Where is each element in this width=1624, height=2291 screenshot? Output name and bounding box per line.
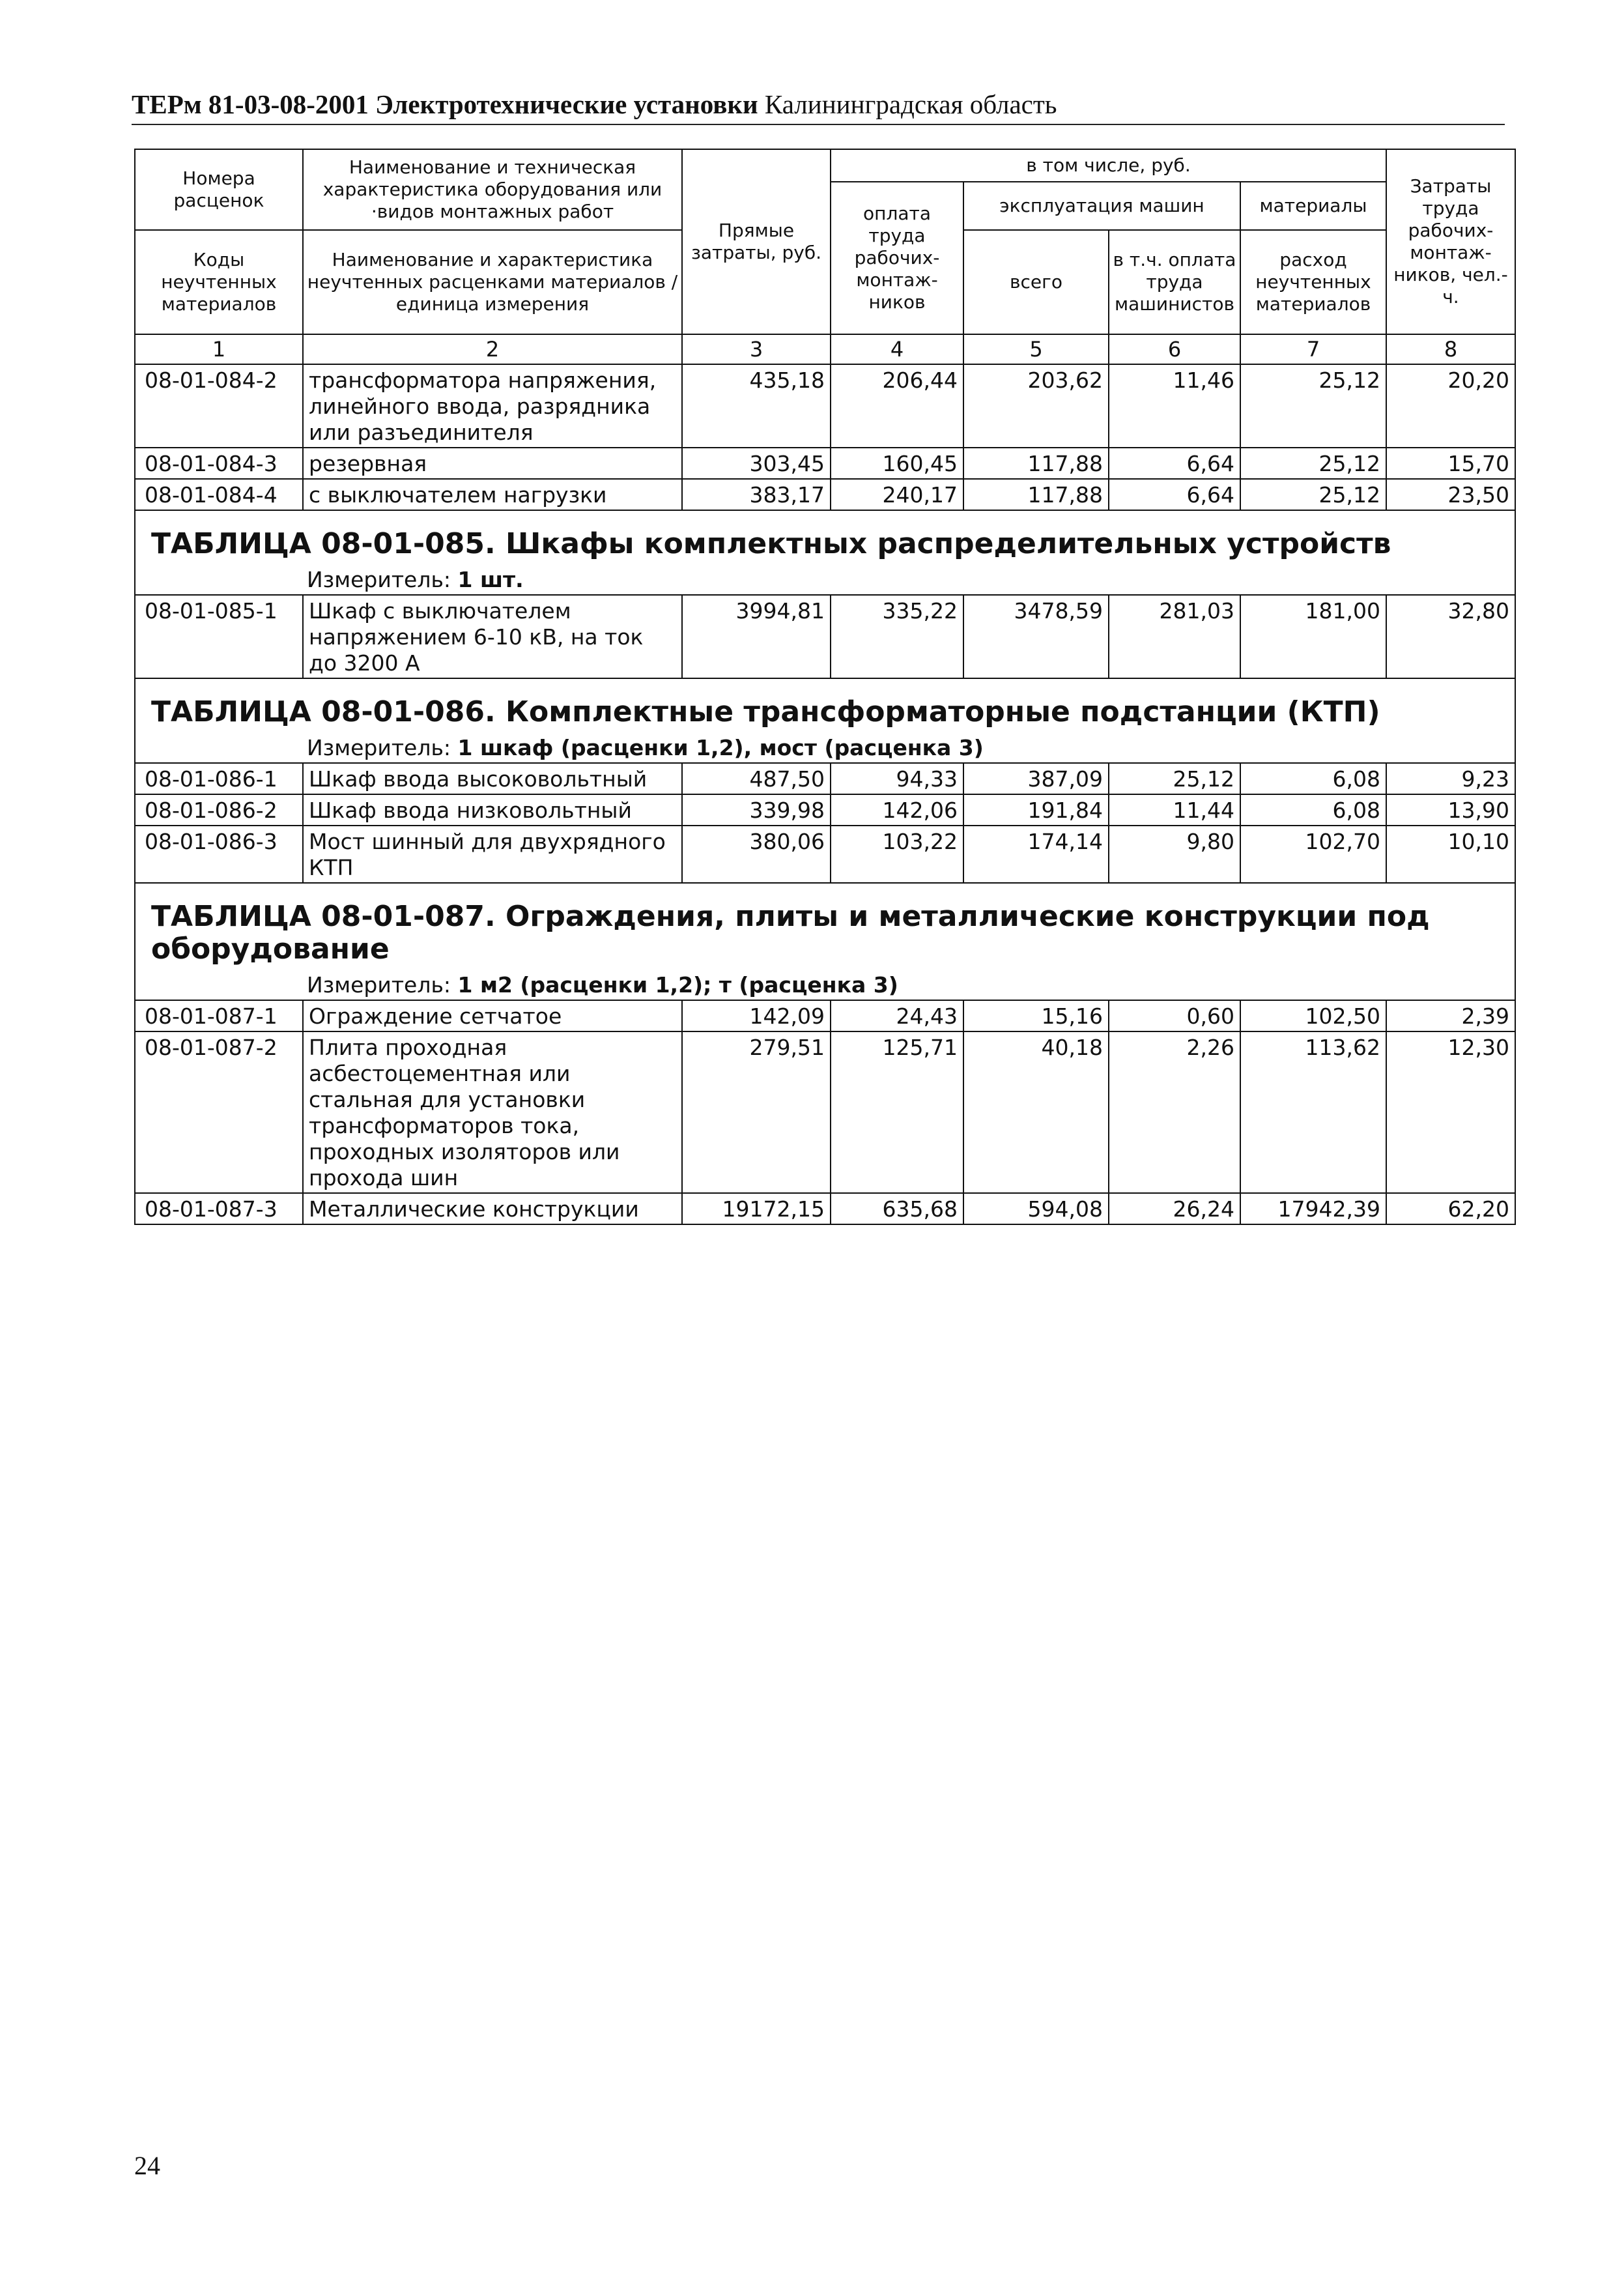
machine-cost: 594,08 (963, 1193, 1109, 1224)
measure-row (135, 560, 1515, 595)
materials-cost: 17942,39 (1240, 1193, 1386, 1224)
direct-cost: 3994,81 (682, 595, 831, 678)
machinist-labor-cost: 281,03 (1109, 595, 1240, 678)
materials-cost: 102,50 (1240, 1000, 1386, 1031)
machinist-labor-cost: 26,24 (1109, 1193, 1240, 1224)
rate-code: 08-01-086-2 (135, 794, 303, 826)
col-code-top: Номера расценок (135, 149, 303, 230)
work-name: Металлические конструкции (303, 1193, 682, 1224)
table-row (135, 826, 1515, 883)
labor-hours: 23,50 (1386, 479, 1515, 510)
measure-unit (135, 728, 1515, 763)
measure-label: Измеритель: (307, 972, 451, 998)
labor-cost: 160,45 (831, 448, 963, 479)
col-number: 5 (963, 334, 1109, 364)
col-materials-sub: расход неучтенных материалов (1240, 230, 1386, 334)
measure-row (135, 966, 1515, 1000)
col-labor: оплата труда рабочих-монтаж-ников (831, 182, 963, 334)
direct-cost: 339,98 (682, 794, 831, 826)
table-row (135, 364, 1515, 448)
page-number: 24 (134, 2151, 160, 2180)
section-title: ТАБЛИЦА 08-01-087. Ограждения, плиты и металлические конструкции под оборудование (135, 883, 1515, 966)
col-number: 6 (1109, 334, 1240, 364)
materials-cost: 181,00 (1240, 595, 1386, 678)
labor-hours: 2,39 (1386, 1000, 1515, 1031)
col-number: 3 (682, 334, 831, 364)
labor-hours: 13,90 (1386, 794, 1515, 826)
work-name: резервная (303, 448, 682, 479)
materials-cost: 6,08 (1240, 763, 1386, 794)
direct-cost: 380,06 (682, 826, 831, 883)
machine-cost: 117,88 (963, 479, 1109, 510)
machinist-labor-cost: 25,12 (1109, 763, 1240, 794)
work-name: Плита проходная асбестоцементная или стальная для установки трансформаторов тока, проходных изоляторов или прохода шин (303, 1031, 682, 1193)
labor-hours: 20,20 (1386, 364, 1515, 448)
col-number: 7 (1240, 334, 1386, 364)
labor-hours: 9,23 (1386, 763, 1515, 794)
machinist-labor-cost: 6,64 (1109, 479, 1240, 510)
measure-value: 1 шт. (457, 567, 524, 592)
table-row (135, 479, 1515, 510)
rate-code: 08-01-087-3 (135, 1193, 303, 1224)
rate-code: 08-01-086-3 (135, 826, 303, 883)
machine-cost: 15,16 (963, 1000, 1109, 1031)
direct-cost: 19172,15 (682, 1193, 831, 1224)
table-row (135, 448, 1515, 479)
document-code-title: ТЕРм 81-03-08-2001 Электротехнические установки (132, 89, 758, 119)
rate-code: 08-01-087-1 (135, 1000, 303, 1031)
table-row (135, 1193, 1515, 1224)
labor-cost: 142,06 (831, 794, 963, 826)
rate-code: 08-01-084-2 (135, 364, 303, 448)
labor-cost: 24,43 (831, 1000, 963, 1031)
materials-cost: 25,12 (1240, 479, 1386, 510)
col-hours: Затраты труда рабочих-монтаж-ников, чел.-ч. (1386, 149, 1515, 334)
machinist-labor-cost: 9,80 (1109, 826, 1240, 883)
machine-cost: 3478,59 (963, 595, 1109, 678)
col-incl: в том числе, руб. (831, 149, 1386, 182)
machinist-labor-cost: 11,46 (1109, 364, 1240, 448)
labor-hours: 15,70 (1386, 448, 1515, 479)
materials-cost: 25,12 (1240, 448, 1386, 479)
col-number: 8 (1386, 334, 1515, 364)
col-number: 4 (831, 334, 963, 364)
labor-cost: 206,44 (831, 364, 963, 448)
col-name-bottom: Наименование и характеристика неучтенных расценками материалов / единица измерения (303, 230, 682, 334)
machine-cost: 117,88 (963, 448, 1109, 479)
col-name-top: Наименование и техническая характеристика оборудования или ·видов монтажных работ (303, 149, 682, 230)
section-title-row (135, 678, 1515, 728)
col-code-bottom: Коды неучтенных материалов (135, 230, 303, 334)
direct-cost: 435,18 (682, 364, 831, 448)
machine-cost: 387,09 (963, 763, 1109, 794)
materials-cost: 113,62 (1240, 1031, 1386, 1193)
labor-hours: 12,30 (1386, 1031, 1515, 1193)
work-name: с выключателем нагрузки (303, 479, 682, 510)
labor-cost: 635,68 (831, 1193, 963, 1224)
section-title: ТАБЛИЦА 08-01-086. Комплектные трансформаторные подстанции (КТП) (135, 678, 1515, 728)
work-name: трансформатора напряжения, линейного ввода, разрядника или разъединителя (303, 364, 682, 448)
table-row (135, 763, 1515, 794)
table-row (135, 1000, 1515, 1031)
machinist-labor-cost: 11,44 (1109, 794, 1240, 826)
work-name: Ограждение сетчатое (303, 1000, 682, 1031)
col-machines-labor: в т.ч. оплата труда машинистов (1109, 230, 1240, 334)
machinist-labor-cost: 6,64 (1109, 448, 1240, 479)
materials-cost: 6,08 (1240, 794, 1386, 826)
labor-cost: 125,71 (831, 1031, 963, 1193)
materials-cost: 25,12 (1240, 364, 1386, 448)
measure-value: 1 шкаф (расценки 1,2), мост (расценка 3) (457, 735, 984, 760)
section-title-row (135, 883, 1515, 966)
labor-cost: 240,17 (831, 479, 963, 510)
measure-label: Измеритель: (307, 735, 451, 760)
region-name: Калининградская область (764, 89, 1057, 119)
rate-code: 08-01-086-1 (135, 763, 303, 794)
measure-unit (135, 560, 1515, 595)
measure-label: Измеритель: (307, 567, 451, 592)
table-row (135, 595, 1515, 678)
machine-cost: 40,18 (963, 1031, 1109, 1193)
machine-cost: 174,14 (963, 826, 1109, 883)
measure-value: 1 м2 (расценки 1,2); т (расценка 3) (457, 972, 898, 998)
page-header (132, 86, 1505, 125)
col-number: 1 (135, 334, 303, 364)
work-name: Шкаф ввода высоковольтный (303, 763, 682, 794)
col-machines-total: всего (963, 230, 1109, 334)
direct-cost: 383,17 (682, 479, 831, 510)
col-machines: эксплуатация машин (963, 182, 1240, 230)
col-number: 2 (303, 334, 682, 364)
table-row (135, 794, 1515, 826)
machinist-labor-cost: 0,60 (1109, 1000, 1240, 1031)
col-materials: материалы (1240, 182, 1386, 230)
measure-row (135, 728, 1515, 763)
section-title-row (135, 510, 1515, 560)
labor-hours: 10,10 (1386, 826, 1515, 883)
measure-unit (135, 966, 1515, 1000)
rate-code: 08-01-084-3 (135, 448, 303, 479)
direct-cost: 487,50 (682, 763, 831, 794)
section-title: ТАБЛИЦА 08-01-085. Шкафы комплектных распределительных устройств (135, 510, 1515, 560)
col-direct: Прямые затраты, руб. (682, 149, 831, 334)
materials-cost: 102,70 (1240, 826, 1386, 883)
rate-code: 08-01-087-2 (135, 1031, 303, 1193)
rates-table (134, 149, 1516, 1225)
column-numbers-row (135, 334, 1515, 364)
labor-cost: 103,22 (831, 826, 963, 883)
labor-hours: 62,20 (1386, 1193, 1515, 1224)
work-name: Мост шинный для двухрядного КТП (303, 826, 682, 883)
machine-cost: 203,62 (963, 364, 1109, 448)
labor-hours: 32,80 (1386, 595, 1515, 678)
machine-cost: 191,84 (963, 794, 1109, 826)
direct-cost: 279,51 (682, 1031, 831, 1193)
labor-cost: 335,22 (831, 595, 963, 678)
work-name: Шкаф ввода низковольтный (303, 794, 682, 826)
machinist-labor-cost: 2,26 (1109, 1031, 1240, 1193)
rate-code: 08-01-085-1 (135, 595, 303, 678)
direct-cost: 303,45 (682, 448, 831, 479)
rate-code: 08-01-084-4 (135, 479, 303, 510)
labor-cost: 94,33 (831, 763, 963, 794)
direct-cost: 142,09 (682, 1000, 831, 1031)
work-name: Шкаф с выключателем напряжением 6-10 кВ, на ток до 3200 А (303, 595, 682, 678)
table-row (135, 1031, 1515, 1193)
